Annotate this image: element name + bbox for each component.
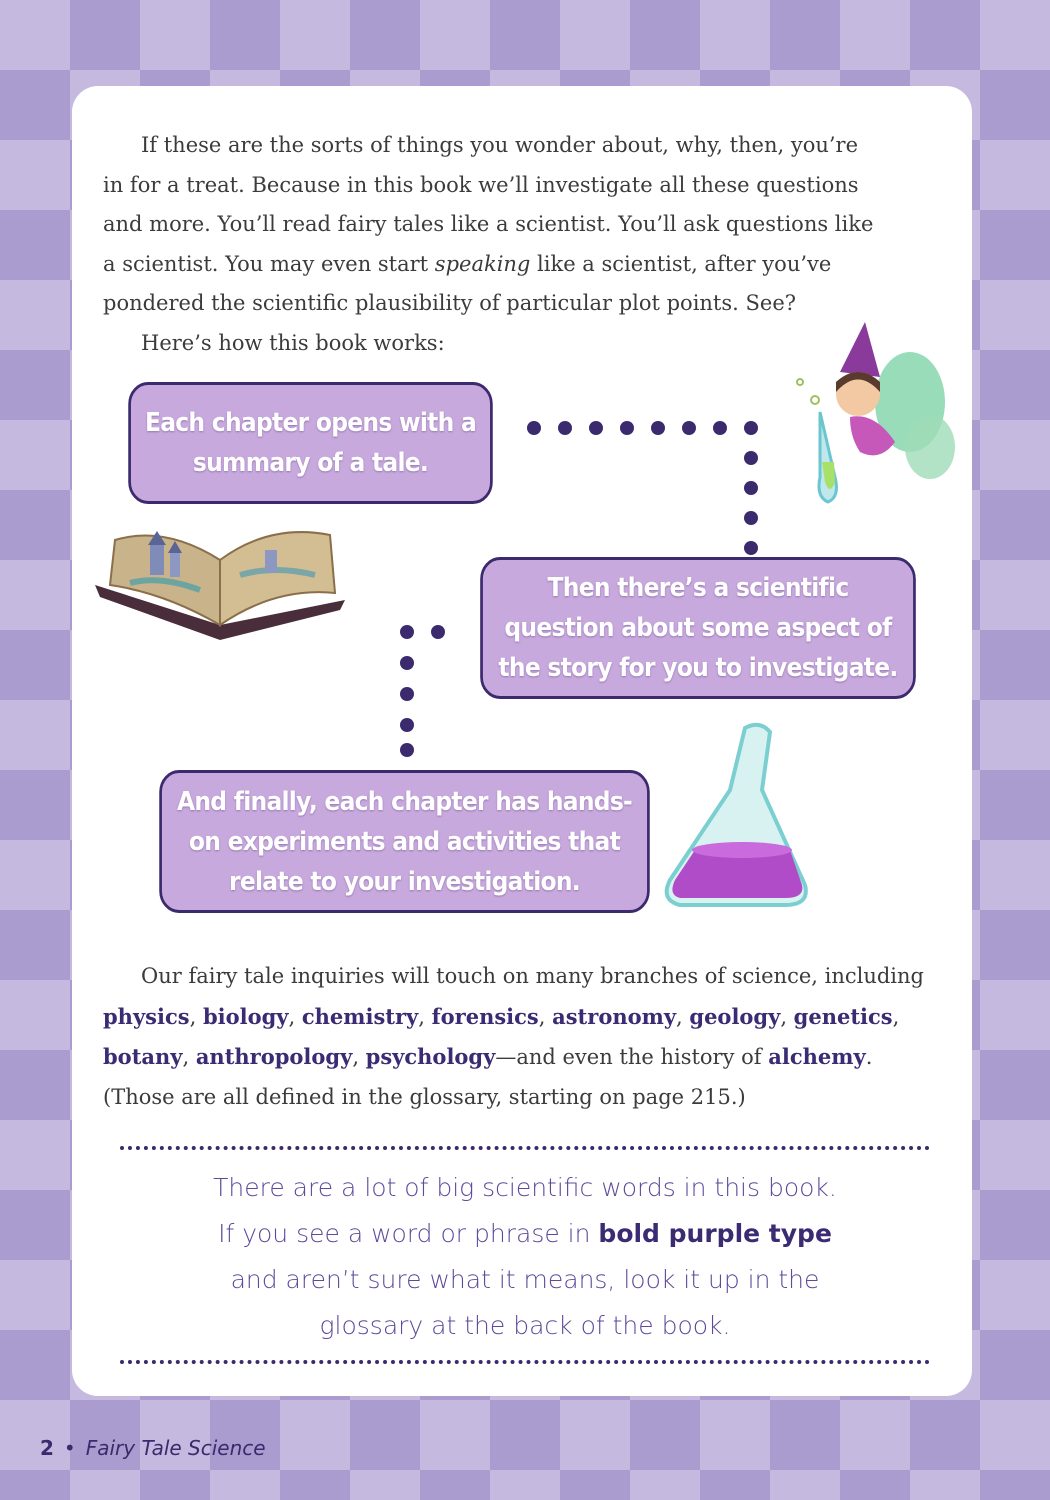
step-box-experiments bbox=[159, 770, 650, 913]
flask-illustration bbox=[650, 720, 830, 910]
page-number: 2 bbox=[40, 1436, 54, 1460]
glossary-term: psychology bbox=[365, 1044, 496, 1069]
intro-line-4: a scientist. You may even start bbox=[103, 251, 435, 276]
intro-emphasis: speaking bbox=[434, 251, 531, 276]
footer-separator: • bbox=[63, 1436, 76, 1460]
fairy-illustration bbox=[780, 322, 960, 552]
glossary-term: biology bbox=[202, 1003, 289, 1029]
glossary-callout bbox=[120, 1165, 930, 1349]
connector-dot bbox=[744, 451, 758, 465]
step-box-summary bbox=[128, 382, 493, 504]
connector-dot bbox=[713, 421, 727, 435]
book-title: Fairy Tale Science bbox=[85, 1436, 266, 1460]
open-book-illustration bbox=[90, 505, 350, 645]
callout-line-4: glossary at the back of the book. bbox=[319, 1311, 731, 1340]
step-summary-text: Each chapter opens with a summary of a tale. bbox=[144, 408, 477, 478]
intro-line-3: and more. You’ll read fairy tales like a scientist. You’ll ask questions like bbox=[103, 212, 874, 236]
glossary-term: astronomy bbox=[552, 1003, 677, 1029]
connector-dot bbox=[400, 743, 414, 757]
connector-dot bbox=[744, 511, 758, 525]
connector-dot bbox=[558, 421, 572, 435]
intro-line-6: Here’s how this book works: bbox=[141, 330, 445, 355]
connector-dot bbox=[651, 421, 665, 435]
glossary-term: physics bbox=[103, 1003, 190, 1029]
connector-dot bbox=[400, 687, 414, 701]
page-footer bbox=[40, 1436, 266, 1460]
callout-line-3: and aren’t sure what it means, look it up in the bbox=[230, 1265, 820, 1294]
branches-outro: . (Those are all defined in the glossary, starting on page 215.) bbox=[103, 1045, 873, 1109]
connector-dot bbox=[744, 421, 758, 435]
connector-dot bbox=[589, 421, 603, 435]
callout-line-2: If you see a word or phrase in bbox=[218, 1219, 599, 1248]
connector-dot bbox=[744, 541, 758, 555]
connector-dot bbox=[620, 421, 634, 435]
glossary-term: genetics bbox=[793, 1003, 893, 1029]
glossary-term: geology bbox=[689, 1003, 781, 1029]
connector-dot bbox=[744, 481, 758, 495]
connector-dot bbox=[400, 625, 414, 639]
connector-dot bbox=[400, 656, 414, 670]
connector-dot bbox=[682, 421, 696, 435]
connector-dot bbox=[400, 718, 414, 732]
glossary-term: anthropology bbox=[195, 1044, 353, 1069]
step-experiments-text: And finally, each chapter has hands-on experiments and activities that relate to your investigation. bbox=[176, 786, 633, 897]
intro-line-5: pondered the scientific plausibility of particular plot points. See? bbox=[103, 291, 796, 315]
connector-dot bbox=[527, 421, 541, 435]
glossary-term: alchemy bbox=[768, 1044, 866, 1069]
intro-line-4-end: like a scientist, after you’ve bbox=[530, 251, 832, 276]
glossary-term: chemistry bbox=[301, 1003, 419, 1029]
intro-line-1: If these are the sorts of things you wonder about, why, then, you’re bbox=[141, 133, 859, 157]
dotted-divider-top bbox=[120, 1146, 930, 1150]
intro-line-2: in for a treat. Because in this book we’ll investigate all these questions bbox=[103, 172, 859, 197]
glossary-term: forensics bbox=[431, 1003, 539, 1029]
glossary-term: botany bbox=[103, 1044, 183, 1069]
branches-intro: Our fairy tale inquiries will touch on many branches of science, including bbox=[141, 964, 924, 988]
branches-paragraph: Our fairy tale inquiries will touch on many branches of science, including physics, biology, chemistry, forensics, astronomy, geology, genetics, botany, anthropology, psychology—and even the history of alchemy. (Those are all defined in the glossary, starting on page 215.) bbox=[103, 964, 924, 1109]
connector-dot bbox=[431, 625, 445, 639]
dotted-divider-bottom bbox=[120, 1360, 930, 1364]
branches-history: —and even the history of bbox=[495, 1045, 762, 1069]
callout-line-1: There are a lot of big scientific words in this book. bbox=[213, 1173, 837, 1202]
step-question-text: Then there’s a scientific question about some aspect of the story for you to investigate. bbox=[498, 573, 898, 683]
callout-bold-text: bold purple type bbox=[598, 1219, 832, 1248]
step-box-question bbox=[480, 557, 916, 699]
